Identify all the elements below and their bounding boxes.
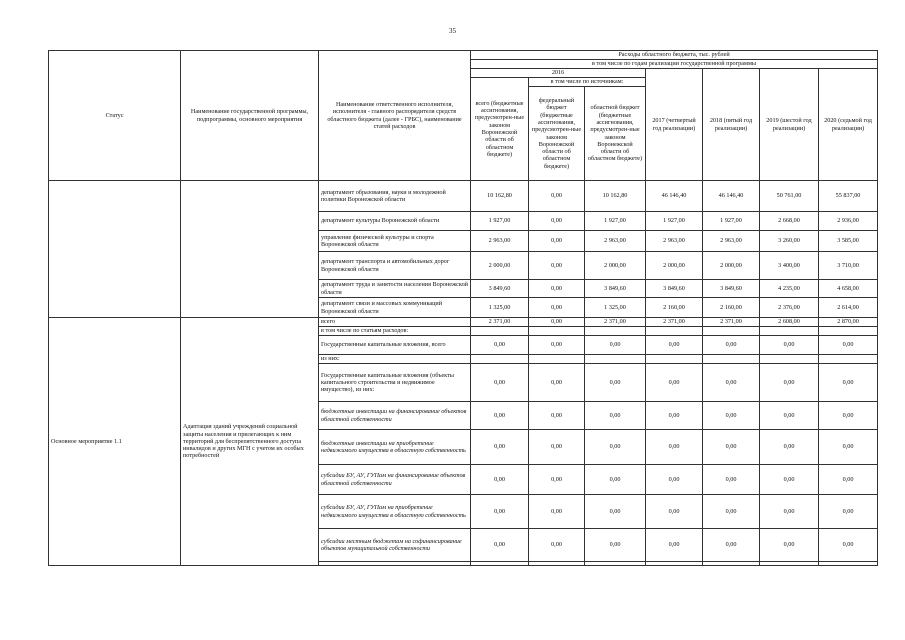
header-year-2016: 2016 <box>471 69 646 78</box>
cell-2017: 0,00 <box>646 336 703 355</box>
row-label: управление физической культуры и спорта Воронежской области <box>319 231 471 252</box>
cell-2019: 2 376,00 <box>760 298 819 318</box>
cell-total: 0,00 <box>471 430 529 465</box>
cell-total: 1 927,00 <box>471 212 529 231</box>
cell-2020: 0,00 <box>819 465 878 495</box>
row-label-total: всего <box>319 318 471 327</box>
cell-federal: 0,00 <box>529 318 585 327</box>
cell-2017: 2 000,00 <box>646 252 703 280</box>
cell-total: 0,00 <box>471 529 529 562</box>
cell-2019: 50 761,00 <box>760 181 819 212</box>
cell-regional: 0,00 <box>585 529 646 562</box>
row-label-sub: бюджетные инвестиции на приобретение недвижимого имущества в областную собственность <box>319 430 471 465</box>
cell-total: 0,00 <box>471 402 529 430</box>
cell-2019: 3 400,00 <box>760 252 819 280</box>
header-expenses: Расходы областного бюджета, тыс. рублей <box>471 51 878 60</box>
cell-2017: 2 371,00 <box>646 318 703 327</box>
cell-federal: 0,00 <box>529 402 585 430</box>
cell-2017: 0,00 <box>646 430 703 465</box>
cell-2019: 3 260,00 <box>760 231 819 252</box>
header-2017: 2017 (четвертый год реализации) <box>646 69 703 181</box>
cell-2019: 0,00 <box>760 336 819 355</box>
cell-2017: 3 849,60 <box>646 280 703 298</box>
cell-total: 1 325,00 <box>471 298 529 318</box>
row-label-sub: субсидии БУ, АУ, ГУПам на приобретение недвижимого имущества в областную собственность <box>319 495 471 529</box>
cell-federal: 0,00 <box>529 212 585 231</box>
row-label: департамент транспорта и автомобильных дорог Воронежской области <box>319 252 471 280</box>
page-number: 35 <box>449 27 456 35</box>
cell-2020: 55 837,00 <box>819 181 878 212</box>
cell-federal: 0,00 <box>529 529 585 562</box>
cell-2020: 2 936,00 <box>819 212 878 231</box>
cell-regional: 2 371,00 <box>585 318 646 327</box>
cell-2019: 0,00 <box>760 529 819 562</box>
row-label: департамент связи и массовых коммуникаций Воронежской области <box>319 298 471 318</box>
table-row <box>49 318 878 327</box>
cell-total: 0,00 <box>471 495 529 529</box>
cell-2018: 0,00 <box>703 529 760 562</box>
event-name: Адаптация зданий учреждений социальной защиты населения и прилегающих к ним территорий для беспрепятственного доступа инвалидов и других МГН с учетом их особых потребностей <box>181 318 319 566</box>
cell-2018: 2 371,00 <box>703 318 760 327</box>
cell-2019: 2 668,00 <box>760 212 819 231</box>
cell-total: 0,00 <box>471 364 529 402</box>
cell-2018: 46 146,40 <box>703 181 760 212</box>
cell-2018: 2 160,00 <box>703 298 760 318</box>
cell-2017: 2 963,00 <box>646 231 703 252</box>
cell-regional: 1 927,00 <box>585 212 646 231</box>
row-label-sub: субсидии местным бюджетам на софинансирование объектов муниципальной собственности <box>319 529 471 562</box>
cell-regional: 1 325,00 <box>585 298 646 318</box>
table-row <box>49 181 878 212</box>
row-label: департамент культуры Воронежской области <box>319 212 471 231</box>
cell-2020: 0,00 <box>819 364 878 402</box>
cell-2018: 2 000,00 <box>703 252 760 280</box>
row-label: департамент труда и занятости населения Воронежской области <box>319 280 471 298</box>
cell-2019: 0,00 <box>760 430 819 465</box>
cell-2018: 0,00 <box>703 465 760 495</box>
cell-federal: 0,00 <box>529 430 585 465</box>
cell-2020: 0,00 <box>819 402 878 430</box>
cell-2020: 3 710,00 <box>819 252 878 280</box>
cell-federal: 0,00 <box>529 280 585 298</box>
header-status: Статус <box>49 51 181 181</box>
cell-2017: 0,00 <box>646 465 703 495</box>
header-executor: Наименование ответственного исполнителя, исполнителя - главного распорядителя средств областного бюджета (далее - ГРБС), наименование статей расходов <box>319 51 471 181</box>
cell-2017: 0,00 <box>646 402 703 430</box>
cell-2020: 2 614,00 <box>819 298 878 318</box>
cell-2018: 0,00 <box>703 402 760 430</box>
cell-2017: 2 160,00 <box>646 298 703 318</box>
cell-2018: 0,00 <box>703 364 760 402</box>
cell-2020: 0,00 <box>819 529 878 562</box>
header-2019: 2019 (шестой год реализации) <box>760 69 819 181</box>
header-by-years: в том числе по годам реализации государственной программы <box>471 60 878 69</box>
cell-2018: 0,00 <box>703 495 760 529</box>
row-label-sub: субсидии БУ, АУ, ГУПам на финансирование объектов областной собственности <box>319 465 471 495</box>
cell-2019: 0,00 <box>760 402 819 430</box>
row-label-capital: Государственные капитальные вложения, всего <box>319 336 471 355</box>
header-program-name: Наименование государственной программы, подпрограммы, основного мероприятия <box>181 51 319 181</box>
cell-2019: 0,00 <box>760 495 819 529</box>
event-status: Основное мероприятие 1.1 <box>49 318 181 566</box>
cell-2017: 0,00 <box>646 529 703 562</box>
cell-2018: 3 849,60 <box>703 280 760 298</box>
cell-regional: 0,00 <box>585 495 646 529</box>
empty-name-cell <box>181 181 319 318</box>
cell-total: 2 000,00 <box>471 252 529 280</box>
row-label-of-them: из них: <box>319 355 471 364</box>
cell-total: 3 849,60 <box>471 280 529 298</box>
cell-regional: 2 963,00 <box>585 231 646 252</box>
cell-2020: 3 585,00 <box>819 231 878 252</box>
cell-federal: 0,00 <box>529 231 585 252</box>
cell-federal: 0,00 <box>529 181 585 212</box>
cell-2019: 4 235,00 <box>760 280 819 298</box>
cell-total: 0,00 <box>471 465 529 495</box>
header-federal: федеральный бюджет (бюджетные ассигнования, предусмотрен-ные законом Воронежской области об областном бюджете) <box>529 87 585 181</box>
cell-federal: 0,00 <box>529 465 585 495</box>
cell-2020: 0,00 <box>819 430 878 465</box>
cell-2018: 0,00 <box>703 336 760 355</box>
cell-regional: 0,00 <box>585 465 646 495</box>
cell-total: 2 371,00 <box>471 318 529 327</box>
cell-federal: 0,00 <box>529 252 585 280</box>
row-label-sub: бюджетные инвестиции на финансирование объектов областной собственности <box>319 402 471 430</box>
cell-2020: 2 870,00 <box>819 318 878 327</box>
cell-2020: 0,00 <box>819 495 878 529</box>
cell-2018: 0,00 <box>703 430 760 465</box>
cell-federal: 0,00 <box>529 336 585 355</box>
cell-2017: 0,00 <box>646 364 703 402</box>
cell-2019: 0,00 <box>760 465 819 495</box>
cell-2018: 1 927,00 <box>703 212 760 231</box>
cell-2017: 0,00 <box>646 495 703 529</box>
cell-regional: 0,00 <box>585 364 646 402</box>
cell-regional: 0,00 <box>585 430 646 465</box>
cell-total: 2 963,00 <box>471 231 529 252</box>
cell-regional: 3 849,60 <box>585 280 646 298</box>
header-2018: 2018 (пятый год реализации) <box>703 69 760 181</box>
cell-federal: 0,00 <box>529 298 585 318</box>
header-2020: 2020 (седьмой год реализации) <box>819 69 878 181</box>
cell-2020: 0,00 <box>819 336 878 355</box>
cell-total: 10 162,80 <box>471 181 529 212</box>
row-label: департамент образования, науки и молодежной политики Воронежской области <box>319 181 471 212</box>
row-label-by-articles: в том числе по статьям расходов: <box>319 327 471 336</box>
cell-regional: 2 000,00 <box>585 252 646 280</box>
cell-2017: 46 146,40 <box>646 181 703 212</box>
cell-regional: 0,00 <box>585 336 646 355</box>
cell-2020: 4 658,00 <box>819 280 878 298</box>
cell-regional: 0,00 <box>585 402 646 430</box>
cell-2019: 0,00 <box>760 364 819 402</box>
empty-status-cell <box>49 181 181 318</box>
cell-2019: 2 608,00 <box>760 318 819 327</box>
budget-table <box>48 50 878 566</box>
cell-federal: 0,00 <box>529 364 585 402</box>
header-by-sources: в том числе по источникам: <box>529 78 646 87</box>
cell-federal: 0,00 <box>529 495 585 529</box>
row-label-capital-objects: Государственные капитальные вложения (объекты капитального строительства и недвижимое имущество), из них: <box>319 364 471 402</box>
cell-regional: 10 162,80 <box>585 181 646 212</box>
cell-2017: 1 927,00 <box>646 212 703 231</box>
header-total: всего (бюджетные ассигнования, предусмотрен-ные законом Воронежской области об областном бюджете) <box>471 78 529 181</box>
cell-total: 0,00 <box>471 336 529 355</box>
cell-2018: 2 963,00 <box>703 231 760 252</box>
header-regional: областной бюджет (бюджетные ассигнования, предусмотрен-ные законом Воронежской области об областном бюджете) <box>585 87 646 181</box>
